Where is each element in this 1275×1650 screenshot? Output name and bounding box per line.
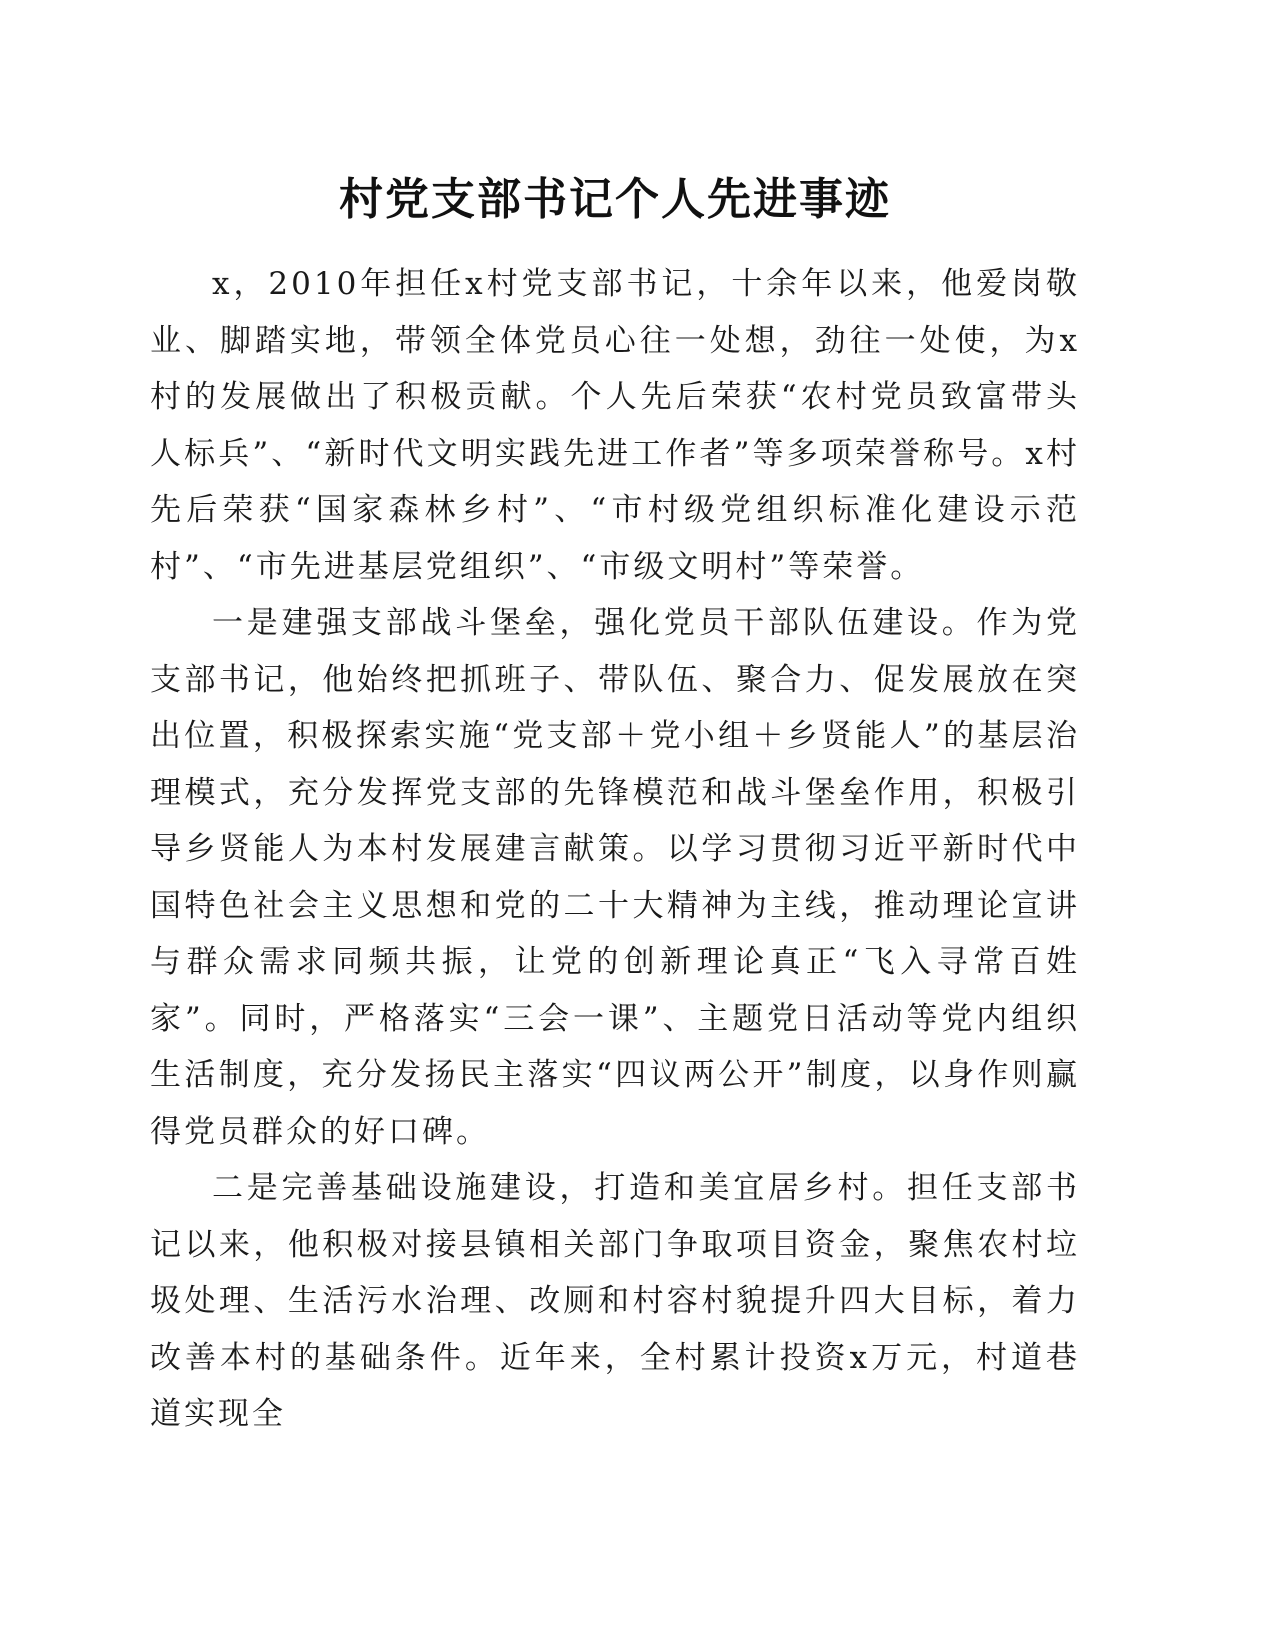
document-page bbox=[150, 170, 1080, 1443]
paragraph-intro: x，2010年担任x村党支部书记，十余年以来，他爱岗敬业、脚踏实地，带领全体党员心往一处想，劲往一处使，为x村的发展做出了积极贡献。个人先后荣获“农村党员致富带头人标兵”、“新时代文明实践先进工作者”等多项荣誉称号。x村先后荣获“国家森林乡村”、“市村级党组织标准化建设示范村”、“市先进基层党组织”、“市级文明村”等荣誉。 bbox=[150, 266, 1080, 585]
paragraph-point-two: 二是完善基础设施建设，打造和美宜居乡村。担任支部书记以来，他积极对接县镇相关部门争取项目资金，聚焦农村垃圾处理、生活污水治理、改厕和村容村貌提升四大目标，着力改善本村的基础条件。近年来，全村累计投资x万元，村道巷道实现全 bbox=[150, 1170, 1080, 1432]
document-title: 村党支部书记个人先进事迹 bbox=[339, 174, 891, 225]
paragraph-point-one: 一是建强支部战斗堡垒，强化党员干部队伍建设。作为党支部书记，他始终把抓班子、带队伍、聚合力、促发展放在突出位置，积极探索实施“党支部＋党小组＋乡贤能人”的基层治理模式，充分发挥党支部的先锋模范和战斗堡垒作用，积极引导乡贤能人为本村发展建言献策。以学习贯彻习近平新时代中国特色社会主义思想和党的二十大精神为主线，推动理论宣讲与群众需求同频共振，让党的创新理论真正“飞入寻常百姓家”。同时，严格落实“三会一课”、主题党日活动等党内组织生活制度，充分发扬民主落实“四议两公开”制度，以身作则赢得党员群众的好口碑。 bbox=[150, 605, 1080, 1150]
